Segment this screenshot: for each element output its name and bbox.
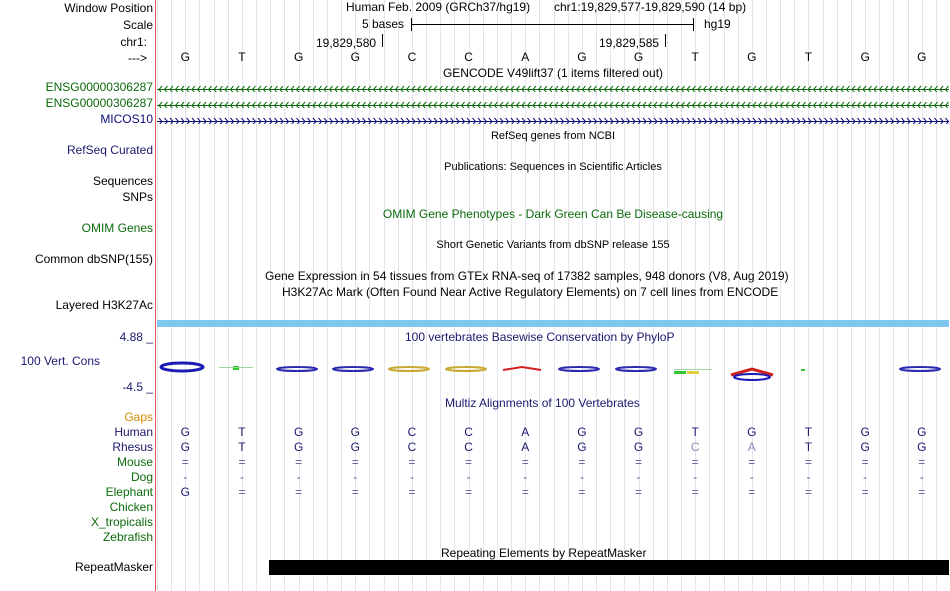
- db-label: hg19: [704, 17, 731, 31]
- reference-base: G: [633, 50, 644, 64]
- alignment-base: T: [691, 425, 699, 439]
- alignment-base: =: [691, 455, 699, 469]
- phylop-base-7: [503, 367, 541, 370]
- alignment-base: G: [917, 425, 927, 439]
- phylop-logo[interactable]: [157, 358, 949, 382]
- alignment-base: =: [465, 455, 473, 469]
- alignment-base: C: [464, 425, 473, 439]
- gaps-label[interactable]: Gaps: [124, 410, 153, 424]
- species-label[interactable]: Chicken: [109, 500, 153, 514]
- alignment-base: G: [747, 425, 757, 439]
- assembly-title: Human Feb. 2009 (GRCh37/hg19): [346, 0, 531, 14]
- phylop-base-2: [219, 366, 253, 370]
- gene-feature-ensg-2[interactable]: [157, 99, 949, 108]
- alignment-base: =: [351, 455, 359, 469]
- alignment-base: =: [918, 455, 926, 469]
- alignment-base: =: [521, 485, 529, 499]
- alignment-base: T: [238, 440, 246, 454]
- alignment-base: G: [293, 440, 304, 454]
- gtex-title: Gene Expression in 54 tissues from GTEx RNA-seq of 17382 samples, 948 donors (V8, Aug 2019): [265, 269, 789, 283]
- alignment-base: G: [180, 485, 190, 499]
- phylop-min-label: -4.5 _: [122, 380, 153, 394]
- pubs-title: Publications: Sequences in Scientific Articles: [444, 161, 662, 173]
- repeat-element-block[interactable]: [269, 560, 949, 575]
- reference-base: G: [350, 50, 360, 64]
- alignment-base: C: [407, 425, 417, 439]
- species-label[interactable]: Rhesus: [112, 440, 153, 454]
- alignment-base: G: [860, 440, 870, 454]
- alignment-base: =: [918, 485, 926, 499]
- alignment-base: =: [408, 455, 416, 469]
- alignment-base: -: [296, 470, 301, 484]
- reference-base: C: [464, 50, 473, 64]
- alignment-base: -: [239, 470, 244, 484]
- species-label[interactable]: X_tropicalis: [90, 515, 153, 529]
- alignment-base: =: [295, 485, 303, 499]
- alignment-base: -: [183, 470, 188, 484]
- sequences-label[interactable]: Sequences: [92, 174, 153, 188]
- gene-label-micos10[interactable]: MICOS10: [100, 112, 153, 126]
- h3k27ac-title: H3K27Ac Mark (Often Found Near Active Regulatory Elements) on 7 cell lines from ENCODE: [282, 285, 779, 299]
- alignment-base: =: [635, 455, 643, 469]
- repeatmasker-title: Repeating Elements by RepeatMasker: [441, 546, 647, 560]
- phylop-title: 100 vertebrates Basewise Conservation by PhyloP: [405, 330, 675, 344]
- phylop-base-4: [333, 367, 373, 371]
- alignment-base: T: [804, 440, 813, 454]
- alignment-base: =: [408, 485, 416, 499]
- scale-label: Scale: [122, 18, 153, 32]
- alignment-base: =: [748, 485, 756, 499]
- gene-arrows-3: [157, 117, 949, 124]
- alignment-base: -: [466, 470, 471, 484]
- gene-label-ensg-2[interactable]: ENSG00000306287: [45, 96, 153, 110]
- label-divider: [155, 0, 156, 591]
- phylop-base-14: [900, 367, 940, 371]
- reference-base: G: [917, 50, 927, 64]
- alignment-base: A: [521, 440, 530, 454]
- alignment-base: A: [521, 425, 530, 439]
- scale-text: 5 bases: [362, 17, 405, 31]
- alignment-base: G: [293, 425, 304, 439]
- coord-label-1: 19,829,580: [316, 36, 377, 50]
- alignment-base: -: [353, 470, 358, 484]
- species-label[interactable]: Mouse: [116, 455, 153, 469]
- alignment-base: G: [350, 440, 360, 454]
- species-label[interactable]: Human: [114, 425, 153, 439]
- phylop-max-label: 4.88 _: [119, 330, 153, 344]
- alignment-base: =: [465, 485, 473, 499]
- alignment-base: -: [523, 470, 528, 484]
- alignment-base: G: [577, 440, 587, 454]
- alignment-base: -: [749, 470, 754, 484]
- phylop-base-6: [446, 367, 486, 371]
- alignment-base: =: [748, 455, 756, 469]
- alignment-base: =: [691, 485, 699, 499]
- alignment-base: =: [861, 455, 869, 469]
- alignment-base: -: [806, 470, 811, 484]
- alignment-base: -: [636, 470, 641, 484]
- repeatmasker-label[interactable]: RepeatMasker: [74, 560, 153, 574]
- reference-base: G: [577, 50, 587, 64]
- alignment-base: G: [180, 425, 190, 439]
- refseq-label[interactable]: RefSeq Curated: [66, 143, 153, 157]
- alignment-base: -: [919, 470, 924, 484]
- phylop-base-10: [674, 369, 712, 374]
- species-label[interactable]: Dog: [130, 470, 153, 484]
- alignment-base: A: [747, 440, 756, 454]
- refseq-title: RefSeq genes from NCBI: [490, 130, 616, 142]
- alignment-base: =: [804, 455, 812, 469]
- alignment-base: G: [180, 440, 190, 454]
- phylop-base-8: [559, 367, 599, 371]
- reference-base: G: [860, 50, 870, 64]
- reference-base: T: [238, 50, 246, 64]
- omim-title: OMIM Gene Phenotypes - Dark Green Can Be Disease-causing: [382, 207, 724, 221]
- alignment-base: -: [863, 470, 868, 484]
- coord-tick-1: [382, 34, 383, 47]
- reference-base: G: [747, 50, 757, 64]
- alignment-base: =: [635, 485, 643, 499]
- alignment-base: =: [578, 455, 586, 469]
- coord-tick-2: [665, 34, 666, 47]
- reference-base: G: [293, 50, 304, 64]
- alignment-base: T: [238, 425, 246, 439]
- phylop-label[interactable]: 100 Vert. Cons: [20, 354, 100, 368]
- alignment-base: =: [804, 485, 812, 499]
- alignment-base: =: [578, 485, 586, 499]
- position-text[interactable]: chr1:19,829,577-19,829,590 (14 bp): [554, 0, 747, 14]
- reference-base: A: [521, 50, 530, 64]
- dbsnp-label[interactable]: Common dbSNP(155): [34, 252, 153, 266]
- alignment-base: G: [860, 425, 870, 439]
- scale-bar: [411, 24, 694, 25]
- omim-label[interactable]: OMIM Genes: [81, 221, 153, 235]
- reference-base: C: [407, 50, 417, 64]
- chrom-label: chr1:: [120, 35, 147, 49]
- window-position-label: Window Position: [64, 1, 153, 15]
- phylop-base-11: [731, 369, 773, 380]
- phylop-base-1: [161, 363, 203, 371]
- alignment-base: C: [464, 440, 473, 454]
- alignment-base: =: [861, 485, 869, 499]
- h3k27ac-signal[interactable]: [157, 320, 949, 327]
- reference-base: T: [804, 50, 813, 64]
- gene-arrows-2: [157, 101, 949, 108]
- snps-label[interactable]: SNPs: [122, 190, 153, 204]
- phylop-base-9: [616, 367, 656, 371]
- phylop-base-12: [801, 369, 805, 371]
- scale-bar-right-end: [693, 18, 694, 31]
- multiz-title: Multiz Alignments of 100 Vertebrates: [445, 396, 640, 410]
- phylop-base-5: [389, 367, 429, 371]
- alignment-base: C: [407, 440, 417, 454]
- species-label[interactable]: Zebrafish: [102, 530, 153, 544]
- alignment-base: G: [633, 425, 644, 439]
- alignment-base: =: [521, 455, 529, 469]
- alignment-base: C: [690, 440, 700, 454]
- alignment-base: G: [633, 440, 644, 454]
- coord-label-2: 19,829,585: [599, 36, 660, 50]
- gene-feature-micos10[interactable]: [157, 115, 949, 124]
- species-label[interactable]: Elephant: [105, 485, 153, 499]
- reference-base: T: [691, 50, 699, 64]
- alignment-base: =: [181, 455, 189, 469]
- strand-label: --->: [128, 51, 147, 65]
- alignment-base: =: [295, 455, 303, 469]
- dbsnp-title: Short Genetic Variants from dbSNP release 155: [436, 239, 670, 251]
- alignment-base: T: [804, 425, 813, 439]
- gene-feature-ensg-1[interactable]: [157, 83, 949, 92]
- alignment-base: =: [238, 485, 246, 499]
- reference-base: G: [180, 50, 190, 64]
- alignment-base: -: [579, 470, 584, 484]
- gencode-title: GENCODE V49lift37 (1 items filtered out): [442, 66, 664, 80]
- h3k27ac-label[interactable]: Layered H3K27Ac: [55, 298, 153, 312]
- alignment-base: =: [351, 485, 359, 499]
- alignment-base: -: [409, 470, 414, 484]
- alignment-base: G: [350, 425, 360, 439]
- gene-label-ensg-1[interactable]: ENSG00000306287: [45, 80, 153, 94]
- alignment-base: G: [917, 440, 927, 454]
- alignment-base: =: [238, 455, 246, 469]
- alignment-base: G: [577, 425, 587, 439]
- alignment-base: -: [693, 470, 698, 484]
- gene-arrows-1: [157, 85, 949, 92]
- phylop-base-3: [277, 367, 317, 371]
